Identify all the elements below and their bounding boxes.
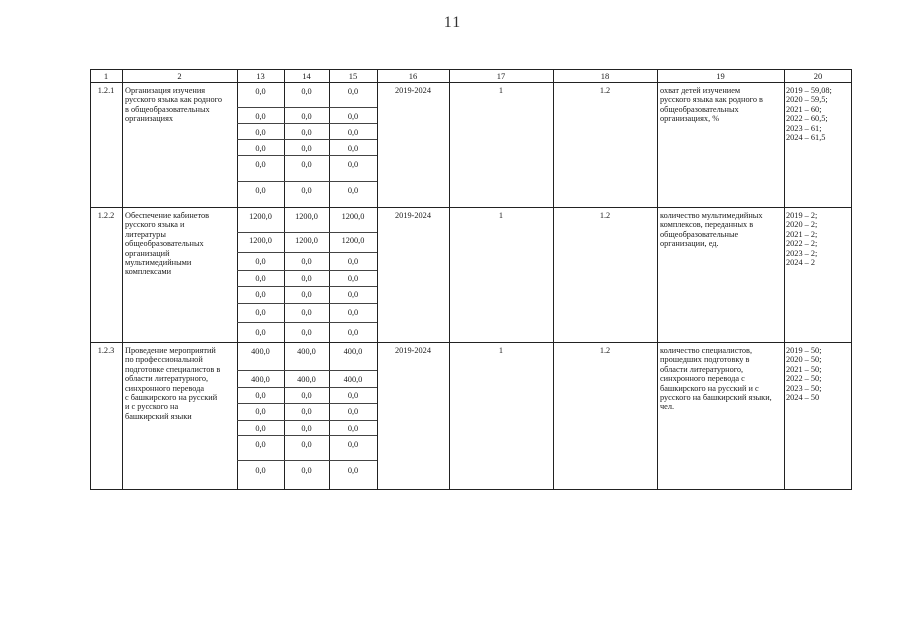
value-cell: 1200,0	[341, 236, 365, 245]
indicator-line: охват детей изучением	[660, 86, 741, 95]
value-cell: 0,0	[301, 128, 312, 137]
value-cell: 0,0	[347, 466, 359, 475]
row-name-line: организациях	[125, 114, 174, 124]
target-line: 2023 – 61;	[786, 123, 822, 133]
value-cell: 400,0	[343, 347, 363, 356]
indicator-line: синхронного перевода с	[660, 374, 745, 384]
value-cell: 0,0	[301, 308, 312, 317]
value-cell: 0,0	[255, 128, 266, 137]
indicator-line: организациях, %	[660, 114, 720, 124]
value-cell: 0,0	[301, 391, 312, 400]
target-line: 2020 – 2;	[786, 220, 818, 230]
col18-cell: 1.2	[599, 86, 611, 95]
target-line: 2023 – 50;	[786, 383, 822, 393]
header-divider	[90, 82, 852, 83]
col18-cell: 1.2	[599, 211, 611, 220]
value-cell: 1200,0	[249, 212, 272, 221]
value-cell: 0,0	[255, 328, 266, 337]
column-header: 13	[256, 71, 265, 81]
row-name-line: Организация изучения	[125, 86, 206, 95]
row-name-line: комплексами	[125, 267, 172, 277]
subrow-divider	[237, 435, 377, 436]
period-cell: 2019-2024	[395, 346, 431, 355]
col18-cell: 1.2	[599, 346, 611, 355]
column-header: 14	[302, 71, 311, 81]
row-name-line: в общеобразовательных	[125, 104, 210, 114]
col17-cell: 1	[498, 86, 504, 95]
value-cell: 0,0	[347, 274, 359, 283]
column-divider	[784, 69, 785, 490]
indicator-line: области литературного,	[660, 364, 744, 374]
period-cell: 2019-2024	[395, 86, 431, 95]
period-cell: 2019-2024	[395, 211, 431, 220]
value-cell: 0,0	[347, 160, 359, 169]
subrow-divider	[237, 387, 377, 388]
row-name-line: Обеспечение кабинетов	[125, 211, 210, 220]
value-cell: 0,0	[347, 257, 359, 266]
value-cell: 0,0	[347, 112, 359, 121]
value-cell: 0,0	[301, 290, 312, 299]
subrow-divider	[237, 252, 377, 253]
value-cell: 0,0	[301, 274, 312, 283]
value-cell: 400,0	[251, 347, 270, 356]
value-cell: 0,0	[347, 186, 359, 195]
subrow-divider	[237, 107, 377, 108]
row-divider	[90, 342, 852, 343]
value-cell: 0,0	[347, 407, 359, 416]
col17-cell: 1	[498, 346, 504, 355]
value-cell: 0,0	[255, 424, 266, 433]
indicator-line: общеобразовательные	[660, 229, 739, 239]
row-name-line: области литературного,	[125, 374, 209, 384]
value-cell: 0,0	[255, 160, 266, 169]
value-cell: 0,0	[301, 87, 312, 96]
value-cell: 0,0	[347, 391, 359, 400]
target-line: 2024 – 61,5	[786, 133, 826, 142]
column-divider	[657, 69, 658, 490]
row-name-line: и с русского на	[125, 402, 179, 412]
indicator-line: чел.	[660, 402, 675, 412]
value-cell: 0,0	[255, 308, 266, 317]
indicator-line: русского на башкирский языки,	[660, 393, 772, 402]
value-cell: 0,0	[301, 440, 312, 449]
target-line: 2022 – 2;	[786, 239, 818, 249]
target-line: 2019 – 2;	[786, 211, 818, 220]
value-cell: 0,0	[301, 112, 312, 121]
indicator-line: организации, ед.	[660, 239, 719, 249]
value-cell: 0,0	[255, 274, 266, 283]
value-cell: 0,0	[255, 290, 266, 299]
row-name-line: с башкирского на русский	[125, 393, 218, 402]
value-cell: 1200,0	[295, 212, 318, 221]
value-cell: 0,0	[301, 160, 312, 169]
value-cell: 0,0	[301, 144, 312, 153]
indicator-line: количество специалистов,	[660, 346, 753, 355]
value-cell: 0,0	[255, 440, 266, 449]
row-name-line: русского языка и	[125, 220, 185, 230]
indicator-line: русского языка как родного в	[660, 95, 763, 105]
col17-cell: 1	[498, 211, 504, 220]
value-cell: 0,0	[347, 328, 359, 337]
value-cell: 1200,0	[341, 212, 365, 221]
row-name-line: организаций	[125, 248, 170, 258]
row-number: 1.2.2	[97, 211, 115, 220]
value-cell: 0,0	[347, 290, 359, 299]
value-cell: 400,0	[297, 375, 316, 384]
column-header: 15	[348, 71, 358, 81]
column-header: 18	[600, 71, 610, 81]
row-divider	[90, 207, 852, 208]
indicator-line: общеобразовательных	[660, 104, 739, 114]
target-line: 2019 – 50;	[786, 346, 822, 355]
target-line: 2020 – 50;	[786, 355, 822, 365]
column-divider	[122, 69, 123, 490]
value-cell: 0,0	[347, 440, 359, 449]
subrow-divider	[237, 420, 377, 421]
row-number: 1.2.3	[97, 346, 115, 355]
value-cell: 0,0	[347, 87, 359, 96]
value-cell: 0,0	[301, 424, 312, 433]
target-line: 2021 – 60;	[786, 104, 822, 114]
target-line: 2021 – 50;	[786, 364, 822, 374]
row-name-line: литературы	[125, 229, 166, 239]
subrow-divider	[237, 460, 377, 461]
target-line: 2023 – 2;	[786, 248, 818, 258]
value-cell: 0,0	[255, 257, 266, 266]
value-cell: 0,0	[255, 87, 266, 96]
column-header: 2	[177, 71, 182, 81]
row-name-line: русского языка как родного	[125, 95, 222, 105]
value-cell: 0,0	[301, 186, 312, 195]
column-header: 17	[496, 71, 506, 81]
row-number: 1.2.1	[97, 86, 115, 95]
value-cell: 0,0	[301, 328, 312, 337]
subrow-divider	[237, 232, 377, 233]
row-name-line: Проведение мероприятий	[125, 346, 216, 355]
column-header: 19	[716, 71, 725, 81]
target-line: 2024 – 2	[786, 258, 816, 267]
subrow-divider	[237, 155, 377, 156]
target-line: 2020 – 59,5;	[786, 95, 828, 105]
value-cell: 0,0	[347, 144, 359, 153]
indicator-line: башкирского на русский и с	[660, 383, 759, 393]
value-cell: 0,0	[301, 257, 312, 266]
value-cell: 0,0	[301, 466, 312, 475]
value-cell: 0,0	[255, 144, 266, 153]
subrow-divider	[237, 370, 377, 371]
value-cell: 0,0	[347, 308, 359, 317]
row-name-line: мультимедийными	[125, 258, 192, 267]
subrow-divider	[237, 123, 377, 124]
column-divider	[377, 69, 378, 490]
row-name-line: башкирский языки	[125, 411, 192, 421]
row-name-line: синхронного перевода	[125, 383, 205, 393]
value-cell: 400,0	[251, 375, 270, 384]
column-header: 16	[408, 71, 418, 81]
subrow-divider	[237, 403, 377, 404]
page-number: 11	[443, 14, 462, 31]
indicator-line: прошедших подготовку в	[660, 355, 750, 365]
target-line: 2022 – 50;	[786, 374, 822, 384]
value-cell: 0,0	[255, 112, 266, 121]
column-divider	[553, 69, 554, 490]
value-cell: 1200,0	[249, 236, 272, 245]
column-divider	[449, 69, 450, 490]
target-line: 2022 – 60,5;	[786, 114, 828, 124]
value-cell: 0,0	[301, 407, 312, 416]
value-cell: 1200,0	[295, 236, 318, 245]
indicator-line: комплексов, переданных в	[660, 220, 754, 230]
value-cell: 0,0	[347, 128, 359, 137]
indicator-line: количество мультимедийных	[660, 211, 763, 220]
row-name-line: по профессиональной	[125, 355, 203, 365]
row-name-line: подготовке специалистов в	[125, 364, 221, 374]
value-cell: 400,0	[297, 347, 316, 356]
column-header: 20	[813, 71, 823, 81]
row-name-line: общеобразовательных	[125, 239, 204, 249]
subrow-divider	[237, 139, 377, 140]
target-line: 2024 – 50	[786, 393, 820, 402]
value-cell: 0,0	[347, 424, 359, 433]
value-cell: 400,0	[343, 375, 363, 384]
target-line: 2021 – 2;	[786, 229, 818, 239]
column-header: 1	[103, 71, 109, 81]
value-cell: 0,0	[255, 466, 266, 475]
subrow-divider	[237, 270, 377, 271]
value-cell: 0,0	[255, 391, 266, 400]
subrow-divider	[237, 181, 377, 182]
subrow-divider	[237, 286, 377, 287]
target-line: 2019 – 59,08;	[786, 86, 832, 95]
subrow-divider	[237, 322, 377, 323]
table-frame	[90, 69, 852, 490]
value-cell: 0,0	[255, 186, 266, 195]
subrow-divider	[237, 303, 377, 304]
value-cell: 0,0	[255, 407, 266, 416]
